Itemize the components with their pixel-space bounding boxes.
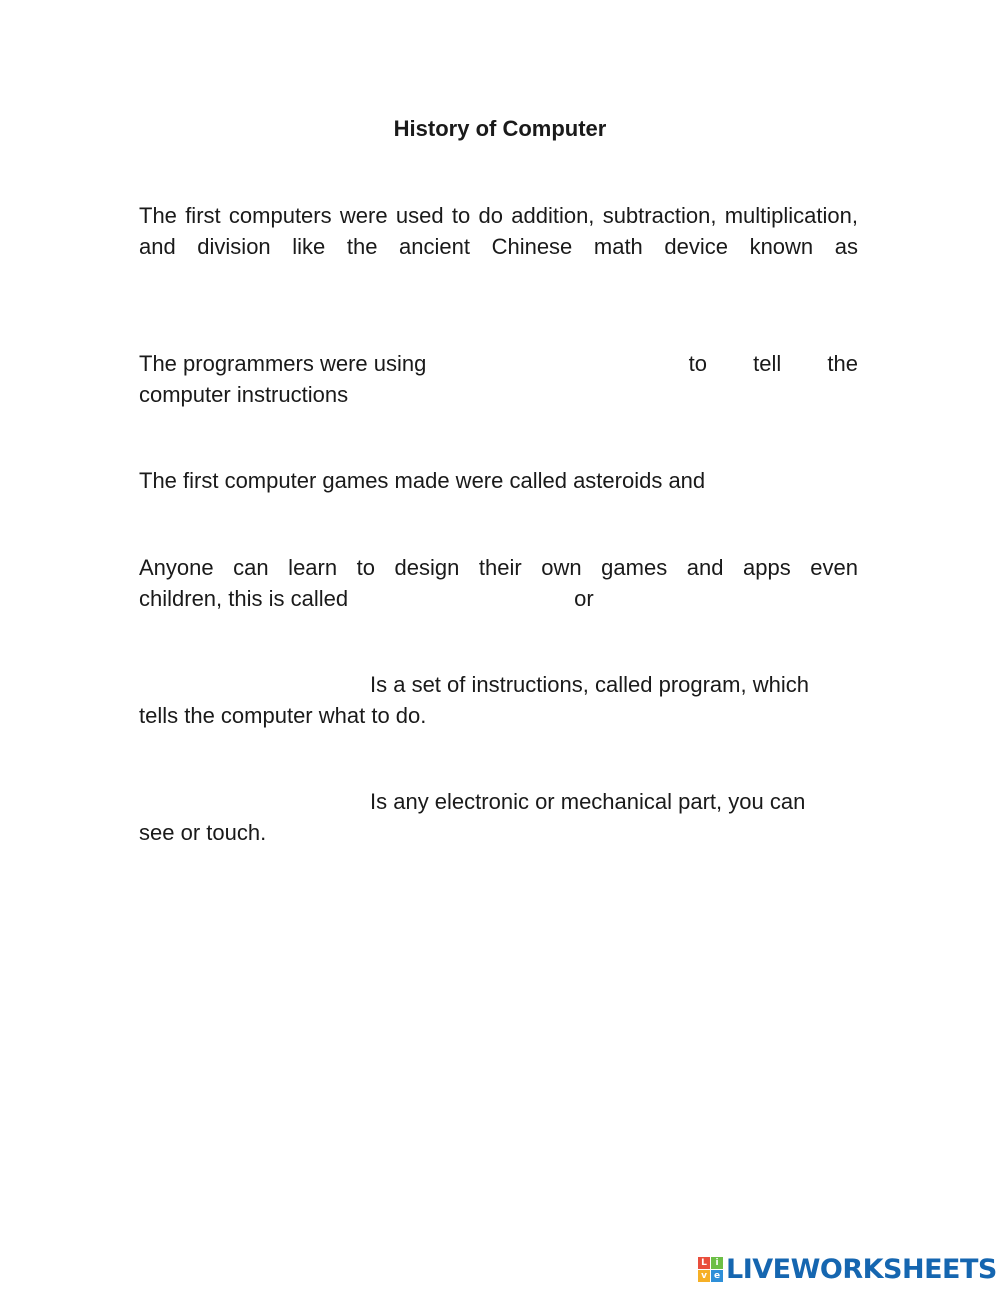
logo-tile-e: e — [711, 1270, 723, 1282]
answer-4a-input[interactable] — [348, 588, 574, 614]
page-title: History of Computer — [393, 116, 607, 141]
question-4-line-1: Anyone can learn to design their own games and apps even — [139, 555, 858, 580]
question-6-text-after: Is any electronic or mechanical part, you can — [370, 789, 806, 814]
question-5 — [139, 670, 858, 731]
question-4-text-before: children, this is called — [139, 585, 349, 611]
question-4-text-or: or — [574, 585, 594, 611]
question-2-word-to: to — [688, 351, 707, 376]
logo-tile-v: v — [698, 1270, 710, 1282]
logo-icon — [698, 1257, 723, 1282]
question-2-word-tell: tell — [753, 351, 782, 376]
question-2-text-before: The programmers were using — [139, 351, 427, 376]
question-1-text: The first computers were used to do addition, subtraction, multiplication, and division like the ancient Chinese math device known as — [139, 203, 858, 259]
liveworksheets-logo — [698, 1252, 997, 1286]
question-5-text-after: Is a set of instructions, called program, which — [370, 672, 809, 697]
question-6-line-2: see or touch. — [139, 819, 267, 845]
question-2-word-the: the — [827, 351, 858, 376]
answer-3-input[interactable] — [711, 471, 791, 497]
answer-1-input[interactable] — [139, 267, 339, 293]
answer-4b-input[interactable] — [594, 588, 824, 614]
answer-6-input[interactable] — [139, 792, 370, 818]
question-4 — [139, 553, 858, 614]
question-6 — [139, 787, 858, 848]
answer-5-input[interactable] — [139, 675, 370, 701]
question-1 — [139, 201, 858, 293]
question-5-line-2: tells the computer what to do. — [139, 702, 427, 728]
question-2-line-2: computer instructions — [139, 381, 349, 407]
answer-2-input[interactable] — [472, 354, 642, 380]
logo-wordmark: LIVEWORKSHEETS — [726, 1253, 997, 1285]
question-3-text: The first computer games made were called asteroids and — [139, 468, 706, 493]
logo-tile-i: i — [711, 1257, 723, 1269]
question-3 — [139, 466, 858, 497]
question-2 — [139, 349, 858, 410]
logo-tile-l: L — [698, 1257, 710, 1269]
